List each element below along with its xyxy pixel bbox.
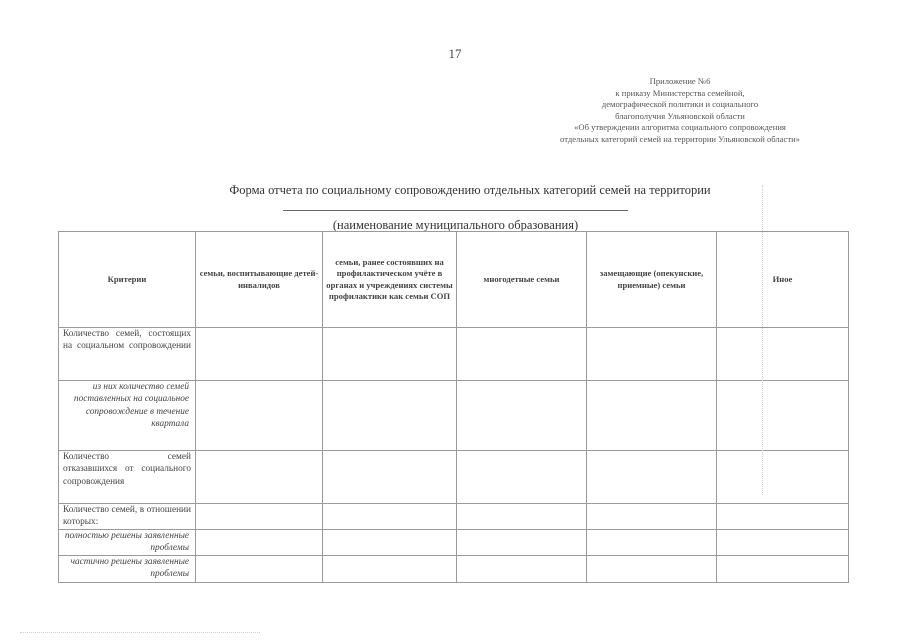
data-cell: [717, 504, 849, 530]
page-number: 17: [448, 46, 462, 61]
data-cell: [587, 381, 717, 451]
data-cell: [196, 504, 323, 530]
table-row: [59, 555, 849, 582]
data-cell: [196, 555, 323, 582]
appendix-block: [520, 76, 840, 145]
form-title: Форма отчета по социальному сопровождению отдельных категорий семей на территории: [229, 183, 711, 197]
criterion-cell: полностью решены заявленные проблемы: [59, 530, 196, 556]
header-large-families: многодетные семьи: [457, 232, 587, 328]
header-other: Иное: [717, 232, 849, 328]
data-cell: [587, 328, 717, 381]
table-header-row: [59, 232, 849, 328]
data-cell: [323, 381, 457, 451]
appendix-line: благополучия Ульяновской области: [615, 110, 745, 121]
appendix-line: к приказу Министерства семейной,: [615, 87, 745, 98]
data-cell: [587, 530, 717, 556]
table-row: [59, 504, 849, 530]
data-cell: [457, 328, 587, 381]
table-row: [59, 328, 849, 381]
data-cell: [323, 530, 457, 556]
data-cell: [457, 451, 587, 504]
table-row: [59, 451, 849, 504]
municipality-caption: (наименование муниципального образования): [332, 218, 579, 232]
data-cell: [323, 504, 457, 530]
data-cell: [457, 504, 587, 530]
data-cell: [323, 451, 457, 504]
data-cell: [587, 504, 717, 530]
header-criteria: Критерии: [59, 232, 196, 328]
data-cell: [457, 530, 587, 556]
data-cell: [587, 451, 717, 504]
header-former-sop-families: семьи, ранее состоявших на профилактическом учёте в органах и учреждениях системы профилактики как семьи СОП: [323, 232, 457, 328]
table-row: [59, 530, 849, 556]
data-cell: [717, 381, 849, 451]
table-row: [59, 381, 849, 451]
data-cell: [196, 381, 323, 451]
data-cell: [457, 555, 587, 582]
appendix-line: «Об утверждении алгоритма социального сопровождения: [574, 122, 786, 132]
appendix-line: демографической политики и социального: [601, 99, 759, 109]
data-cell: [323, 328, 457, 381]
data-cell: [717, 328, 849, 381]
criterion-cell: Количество семей, состоящих на социальном сопровождении: [59, 328, 196, 381]
scan-artifact-line: [762, 185, 765, 495]
header-foster-families: замещающие (опекунские, приемные) семьи: [587, 232, 717, 328]
data-cell: [196, 530, 323, 556]
data-cell: [717, 451, 849, 504]
appendix-line: отдельных категорий семей на территории Ульяновской области»: [560, 133, 800, 144]
data-cell: [323, 555, 457, 582]
data-cell: [717, 530, 849, 556]
data-cell: [196, 451, 323, 504]
data-cell: [196, 328, 323, 381]
criterion-cell: из них количество семей поставленных на социальное сопровождение в течение квартала: [59, 381, 196, 451]
header-disabled-children-families: семьи, воспитывающие детей-инвалидов: [196, 232, 323, 328]
report-table: [58, 231, 849, 583]
data-cell: [717, 555, 849, 582]
municipality-blank-line: [283, 210, 628, 211]
criterion-cell: Количество семей, в отношении которых:: [59, 504, 196, 530]
data-cell: [457, 381, 587, 451]
data-cell: [587, 555, 717, 582]
criterion-cell: частично решены заявленные проблемы: [59, 555, 196, 582]
criterion-cell: Количество семей отказавшихся от социального сопровождения: [59, 451, 196, 504]
appendix-line: Приложение №6: [649, 76, 711, 86]
scan-artifact-line: [20, 632, 260, 633]
